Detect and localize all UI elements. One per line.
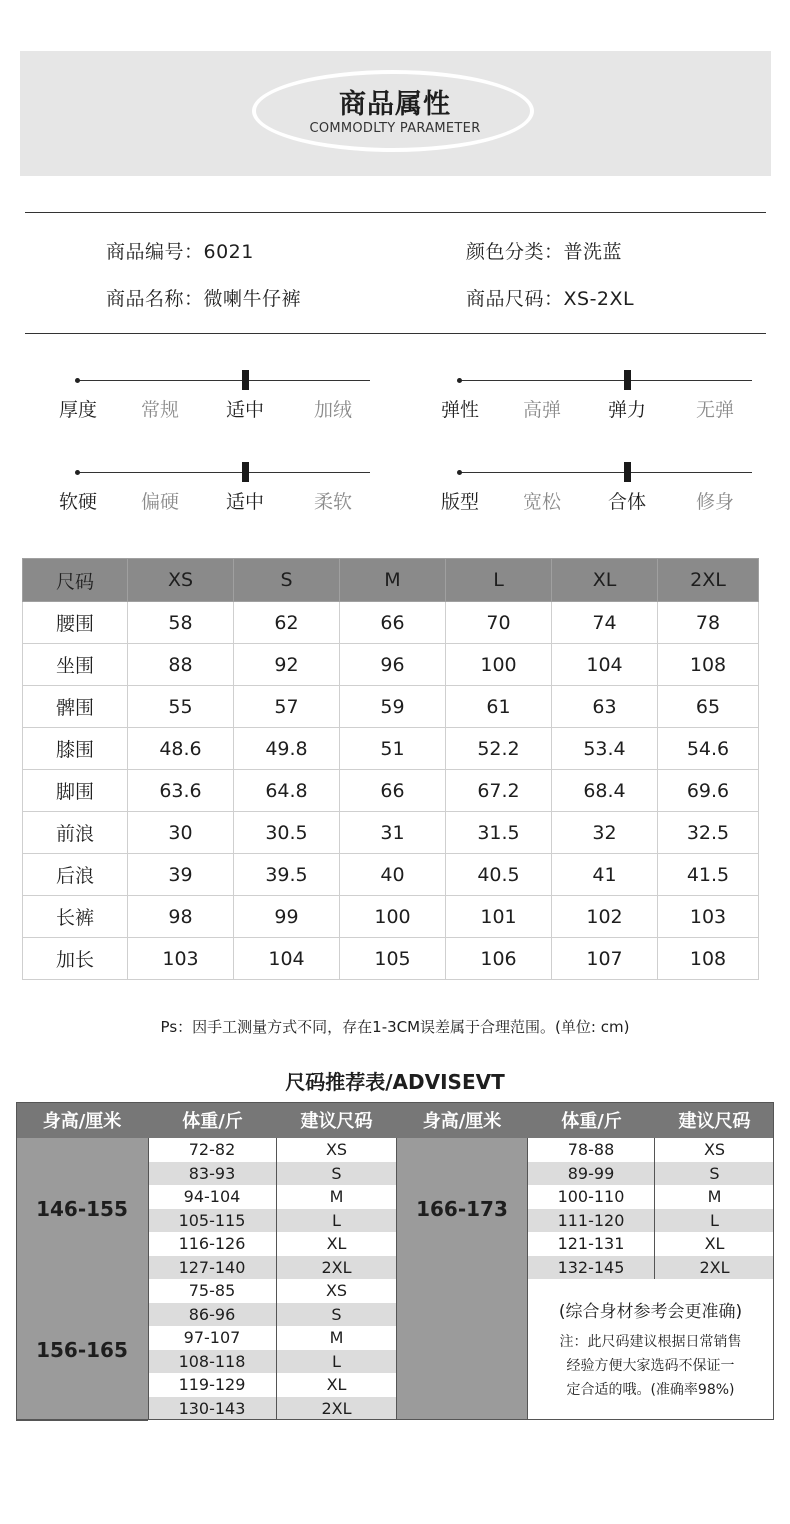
table-row — [528, 1138, 774, 1162]
table-row — [23, 644, 759, 686]
table-cell: 101 — [446, 896, 552, 938]
table-cell: 69.6 — [658, 770, 759, 812]
table-cell: 31.5 — [446, 812, 552, 854]
slider-track — [78, 472, 370, 473]
table-cell: 32 — [552, 812, 658, 854]
column-separator — [148, 1138, 149, 1420]
table-cell: 74 — [552, 602, 658, 644]
slider-start-dot — [75, 378, 80, 383]
table-cell: 104 — [234, 938, 340, 980]
table-cell: 78 — [658, 602, 759, 644]
attribute-option: 偏硬 — [140, 491, 179, 513]
table-cell: 100 — [446, 644, 552, 686]
rec-header-weight: 体重/斤 — [148, 1102, 277, 1138]
slider-knob — [624, 462, 631, 482]
table-cell: 88 — [128, 644, 234, 686]
table-cell: 61 — [446, 686, 552, 728]
table-cell: 92 — [234, 644, 340, 686]
size-cell: XL — [326, 1375, 347, 1395]
slider-knob — [242, 462, 249, 482]
header-cell: 尺码 — [23, 559, 128, 602]
column-separator — [527, 1138, 528, 1420]
weight-cell: 127-140 — [148, 1256, 277, 1280]
table-cell: 63.6 — [128, 770, 234, 812]
size-cell: XS — [703, 1140, 726, 1160]
table-cell: 104 — [552, 644, 658, 686]
table-cell: 腰围 — [23, 602, 128, 644]
size-cell: 2XL — [699, 1257, 730, 1277]
weight-cell: 86-96 — [148, 1303, 277, 1327]
weight-cell: 111-120 — [528, 1209, 655, 1233]
table-row — [23, 602, 759, 644]
slider-start-dot — [457, 470, 462, 475]
recommend-note-title: (综合身材参考会更准确) — [558, 1302, 743, 1322]
table-row — [23, 686, 759, 728]
size-cell: XL — [326, 1234, 347, 1254]
table-cell: 54.6 — [658, 728, 759, 770]
size-table-header — [23, 559, 759, 602]
table-cell: 59 — [340, 686, 446, 728]
table-cell: 62 — [234, 602, 340, 644]
header-cell: M — [340, 559, 446, 602]
rec-header-size: 建议尺码 — [277, 1102, 396, 1138]
table-row — [148, 1185, 396, 1209]
table-cell: 53.4 — [552, 728, 658, 770]
table-cell: 98 — [128, 896, 234, 938]
table-row — [528, 1162, 774, 1186]
height-range: 146-155 — [16, 1138, 148, 1280]
weight-cell: 89-99 — [528, 1162, 655, 1186]
attribute-option: 柔软 — [313, 491, 352, 513]
height-range: 166-173 — [396, 1138, 528, 1280]
table-cell: 后浪 — [23, 854, 128, 896]
header-cell: XS — [128, 559, 234, 602]
size-cell: 2XL — [321, 1257, 352, 1277]
table-cell: 膝围 — [23, 728, 128, 770]
table-cell: 加长 — [23, 938, 128, 980]
table-cell: 64.8 — [234, 770, 340, 812]
slider-track — [460, 380, 752, 381]
table-cell: 51 — [340, 728, 446, 770]
attribute-option: 高弹 — [522, 399, 561, 421]
rec-header-height: 身高/厘米 — [396, 1102, 528, 1138]
table-row — [148, 1373, 396, 1397]
size-cell: S — [331, 1163, 342, 1183]
page-title: 商品属性 — [339, 89, 451, 120]
weight-cell: 105-115 — [148, 1209, 277, 1233]
attribute-option: 无弹 — [695, 399, 734, 421]
attribute-label: 软硬 — [58, 491, 97, 513]
rec-header-height: 身高/厘米 — [16, 1102, 148, 1138]
table-cell: 49.8 — [234, 728, 340, 770]
slider-knob — [624, 370, 631, 390]
table-cell: 40 — [340, 854, 446, 896]
table-cell: 39 — [128, 854, 234, 896]
table-row — [148, 1350, 396, 1374]
attribute-label: 厚度 — [58, 399, 97, 421]
slider-track — [460, 472, 752, 473]
table-cell: 55 — [128, 686, 234, 728]
header-cell: L — [446, 559, 552, 602]
table-cell: 67.2 — [446, 770, 552, 812]
recommend-note — [527, 1279, 774, 1420]
slider-knob — [242, 370, 249, 390]
size-cell: L — [332, 1351, 341, 1371]
size-cell: 2XL — [321, 1398, 352, 1418]
table-cell: 41 — [552, 854, 658, 896]
divider — [25, 333, 766, 334]
weight-cell: 121-131 — [528, 1232, 655, 1256]
size-cell: M — [329, 1187, 344, 1207]
size-cell: XS — [325, 1140, 348, 1160]
product-name: 商品名称：微喇牛仔裤 — [106, 288, 302, 310]
table-row — [148, 1256, 396, 1280]
attribute-label: 版型 — [440, 491, 479, 513]
table-cell: 长裤 — [23, 896, 128, 938]
rec-header-size: 建议尺码 — [655, 1102, 774, 1138]
table-cell: 106 — [446, 938, 552, 980]
header-cell: 2XL — [658, 559, 759, 602]
table-cell: 脚围 — [23, 770, 128, 812]
size-cell: XS — [325, 1281, 348, 1301]
table-row — [148, 1209, 396, 1233]
attribute-option: 加绒 — [313, 399, 352, 421]
weight-cell: 97-107 — [148, 1326, 277, 1350]
table-row — [528, 1209, 774, 1233]
table-cell: 前浪 — [23, 812, 128, 854]
weight-cell: 100-110 — [528, 1185, 655, 1209]
table-row — [148, 1162, 396, 1186]
size-cell: M — [707, 1187, 722, 1207]
product-size: 商品尺码：XS-2XL — [466, 288, 635, 310]
weight-cell: 108-118 — [148, 1350, 277, 1374]
table-row — [23, 728, 759, 770]
size-cell: L — [332, 1210, 341, 1230]
table-row — [23, 896, 759, 938]
weight-cell: 94-104 — [148, 1185, 277, 1209]
table-cell: 39.5 — [234, 854, 340, 896]
attribute-option: 合体 — [607, 491, 646, 513]
table-cell: 30 — [128, 812, 234, 854]
table-cell: 63 — [552, 686, 658, 728]
attribute-option: 修身 — [695, 491, 734, 513]
height-range: 156-165 — [16, 1279, 148, 1421]
size-table — [22, 558, 759, 980]
table-cell: 107 — [552, 938, 658, 980]
table-cell: 96 — [340, 644, 446, 686]
table-cell: 103 — [658, 896, 759, 938]
recommend-title: 尺码推荐表/ADVISEVT — [285, 1070, 505, 1094]
table-cell: 68.4 — [552, 770, 658, 812]
table-cell: 108 — [658, 644, 759, 686]
weight-cell: 116-126 — [148, 1232, 277, 1256]
weight-cell: 83-93 — [148, 1162, 277, 1186]
page-subtitle: COMMODLTY PARAMETER — [309, 121, 481, 136]
table-row — [528, 1232, 774, 1256]
table-cell: 58 — [128, 602, 234, 644]
column-separator — [396, 1138, 397, 1420]
size-cell: L — [710, 1210, 719, 1230]
size-cell: XL — [704, 1234, 725, 1254]
size-cell: M — [329, 1328, 344, 1348]
size-cell: S — [331, 1304, 342, 1324]
table-cell: 髀围 — [23, 686, 128, 728]
weight-cell: 130-143 — [148, 1397, 277, 1421]
divider — [25, 212, 766, 213]
header-cell: XL — [552, 559, 658, 602]
rec-header-weight: 体重/斤 — [528, 1102, 655, 1138]
empty-block — [396, 1279, 527, 1420]
color-category: 颜色分类：普洗蓝 — [466, 241, 623, 263]
table-cell: 66 — [340, 770, 446, 812]
recommend-note-line: 注：此尺码建议根据日常销售 — [559, 1334, 742, 1350]
table-cell: 48.6 — [128, 728, 234, 770]
table-row — [23, 770, 759, 812]
table-row — [148, 1326, 396, 1350]
table-cell: 105 — [340, 938, 446, 980]
table-row — [148, 1397, 396, 1421]
measurement-note: Ps：因手工测量方式不同，存在1-3CM误差属于合理范围。(单位: cm) — [160, 1018, 630, 1036]
table-cell: 31 — [340, 812, 446, 854]
product-code: 商品编号：6021 — [106, 241, 254, 263]
table-cell: 65 — [658, 686, 759, 728]
slider-track — [78, 380, 370, 381]
recommend-table — [16, 1102, 774, 1420]
slider-start-dot — [457, 378, 462, 383]
table-cell: 30.5 — [234, 812, 340, 854]
recommend-note-line: 定合适的哦。(准确率98%) — [566, 1382, 735, 1398]
weight-cell: 119-129 — [148, 1373, 277, 1397]
header-cell: S — [234, 559, 340, 602]
weight-cell: 78-88 — [528, 1138, 655, 1162]
table-cell: 52.2 — [446, 728, 552, 770]
weight-cell: 132-145 — [528, 1256, 655, 1280]
slider-start-dot — [75, 470, 80, 475]
table-cell: 103 — [128, 938, 234, 980]
table-cell: 坐围 — [23, 644, 128, 686]
table-cell: 102 — [552, 896, 658, 938]
table-row — [148, 1279, 396, 1303]
table-cell: 70 — [446, 602, 552, 644]
recommend-note-line: 经验方便大家选码不保证一 — [566, 1358, 735, 1374]
table-row — [23, 854, 759, 896]
table-row — [148, 1138, 396, 1162]
table-row — [148, 1232, 396, 1256]
weight-cell: 72-82 — [148, 1138, 277, 1162]
size-cell: S — [709, 1163, 720, 1183]
attribute-label: 弹性 — [440, 399, 479, 421]
table-row — [528, 1185, 774, 1209]
table-cell: 57 — [234, 686, 340, 728]
table-row — [23, 812, 759, 854]
weight-cell: 75-85 — [148, 1279, 277, 1303]
table-row — [148, 1303, 396, 1327]
table-cell: 108 — [658, 938, 759, 980]
table-cell: 99 — [234, 896, 340, 938]
table-cell: 41.5 — [658, 854, 759, 896]
attribute-option: 常规 — [140, 399, 179, 421]
table-cell: 40.5 — [446, 854, 552, 896]
table-row — [528, 1256, 774, 1280]
table-cell: 100 — [340, 896, 446, 938]
table-cell: 32.5 — [658, 812, 759, 854]
attribute-option: 适中 — [225, 399, 264, 421]
table-row — [23, 938, 759, 980]
attribute-option: 宽松 — [522, 491, 561, 513]
attribute-option: 弹力 — [607, 399, 646, 421]
table-cell: 66 — [340, 602, 446, 644]
attribute-option: 适中 — [225, 491, 264, 513]
